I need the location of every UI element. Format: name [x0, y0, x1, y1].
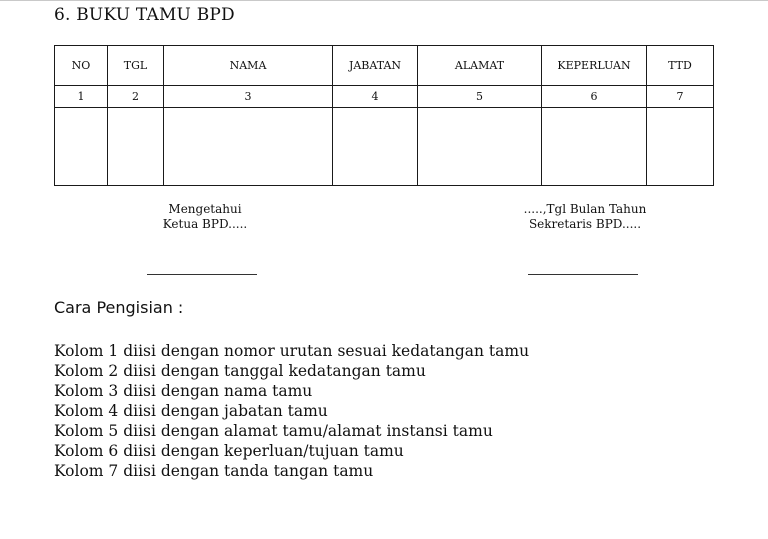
header-keperluan: KEPERLUAN: [542, 46, 647, 86]
header-tgl: TGL: [108, 46, 164, 86]
instruction-item: Kolom 7 diisi dengan tanda tangan tamu: [54, 462, 374, 480]
instruction-item: Kolom 3 diisi dengan nama tamu: [54, 382, 313, 400]
column-number: 6: [542, 86, 647, 108]
instruction-item: Kolom 4 diisi dengan jabatan tamu: [54, 402, 328, 420]
signature-line-right: [528, 274, 638, 275]
column-number: 3: [164, 86, 333, 108]
column-number-row: [55, 86, 714, 108]
top-divider: [0, 0, 768, 1]
signature-right-line2: Sekretaris BPD.....: [528, 217, 642, 231]
empty-cell: [164, 108, 333, 186]
page-title: 6. BUKU TAMU BPD: [54, 5, 235, 25]
empty-cell: [333, 108, 418, 186]
instruction-item: Kolom 1 diisi dengan nomor urutan sesuai kedatangan tamu: [54, 342, 530, 360]
signature-right-line1: .....,Tgl Bulan Tahun: [523, 202, 647, 216]
signature-block-right: [500, 202, 670, 232]
instructions-heading: Cara Pengisian :: [54, 298, 184, 317]
guest-book-table: [54, 45, 714, 186]
header-ttd: TTD: [647, 46, 714, 86]
table-header-row: [55, 46, 714, 86]
column-number: 1: [55, 86, 108, 108]
header-jabatan: JABATAN: [333, 46, 418, 86]
instruction-item: Kolom 6 diisi dengan keperluan/tujuan tamu: [54, 442, 404, 460]
signature-left-line2: Ketua BPD.....: [162, 217, 248, 231]
instruction-item: Kolom 5 diisi dengan alamat tamu/alamat instansi tamu: [54, 422, 493, 440]
column-number: 5: [418, 86, 542, 108]
empty-cell: [542, 108, 647, 186]
column-number: 4: [333, 86, 418, 108]
empty-cell: [418, 108, 542, 186]
signature-line-left: [147, 274, 257, 275]
empty-cell: [108, 108, 164, 186]
instructions-list: [54, 341, 529, 481]
column-number: 7: [647, 86, 714, 108]
header-no: NO: [55, 46, 108, 86]
signature-left-line1: Mengetahui: [168, 202, 242, 216]
empty-cell: [55, 108, 108, 186]
empty-entry-row: [55, 108, 714, 186]
header-alamat: ALAMAT: [418, 46, 542, 86]
header-nama: NAMA: [164, 46, 333, 86]
empty-cell: [647, 108, 714, 186]
instruction-item: Kolom 2 diisi dengan tanggal kedatangan tamu: [54, 362, 426, 380]
signature-block-left: [130, 202, 280, 232]
column-number: 2: [108, 86, 164, 108]
